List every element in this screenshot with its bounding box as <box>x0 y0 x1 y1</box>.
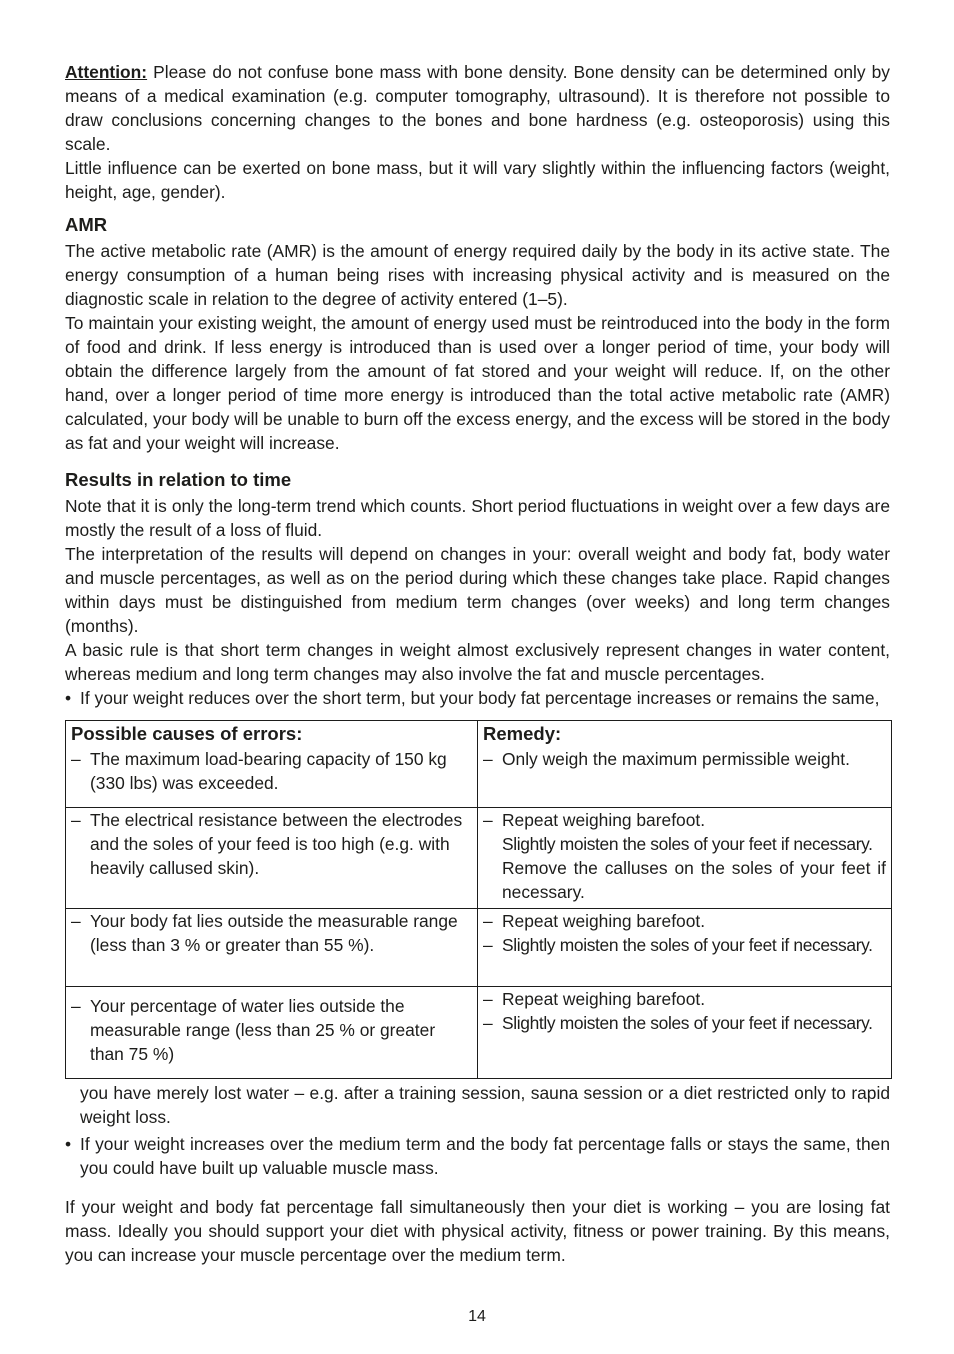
bullet-item-1 <box>65 686 890 710</box>
bullet-symbol: • <box>65 1134 72 1154</box>
table-row <box>66 808 892 909</box>
table-cell <box>478 909 892 987</box>
page-content <box>65 60 890 1267</box>
remedy-item <box>483 808 886 904</box>
table-cell <box>478 808 892 909</box>
dash-symbol: – <box>483 1013 493 1033</box>
table-row <box>66 909 892 987</box>
attention-text: Please do not confuse bone mass with bone density. Bone density can be determined only by means of a medical examination (e.g. computer tomography, ultrasound). It is therefore not possible to draw conclusions concerning changes to the bones and bone hardness (e.g. osteoporosis) using this scale. <box>65 62 890 154</box>
remedy-text <box>502 808 886 904</box>
attention-paragraph-2: Little influence can be exerted on bone mass, but it will vary slightly within the influencing factors (weight, height, age, gender). <box>65 158 890 202</box>
dash-symbol: – <box>483 810 493 830</box>
header-causes: Possible causes of errors: <box>71 723 303 744</box>
remedy-line: Repeat weighing barefoot. <box>502 810 706 830</box>
results-paragraph-2: The interpretation of the results will depend on changes in your: overall weight and body fat, body water and muscle percentages, as well as on the period during which these changes take place. Rapid changes within days must be distinguished from medium term changes (over weeks) and long term changes (months). <box>65 544 890 636</box>
cause-text: The maximum load-bearing capacity of 150 kg (330 lbs) was exceeded. <box>90 749 447 793</box>
cause-item <box>71 994 472 1066</box>
results-heading: Results in relation to time <box>65 469 292 490</box>
error-table <box>65 720 892 1079</box>
remedy-text: Repeat weighing barefoot. <box>502 989 706 1009</box>
remedy-line: Remove the calluses on the soles of your feet if necessary. <box>502 858 886 902</box>
attention-paragraph <box>65 60 890 156</box>
table-row <box>66 721 892 808</box>
remedy-line: Slightly moisten the soles of your feet if necessary. <box>502 834 873 854</box>
table-cell <box>478 721 892 808</box>
remedy-item <box>483 933 886 957</box>
dash-symbol: – <box>71 996 81 1016</box>
amr-heading: AMR <box>65 214 108 235</box>
final-paragraph: If your weight and body fat percentage fall simultaneously then your diet is working – you are losing fat mass. Ideally you should support your diet with physical activity, fitness or power training. By this means, you can increase your muscle percentage over the medium term. <box>65 1197 890 1265</box>
cause-text: Your body fat lies outside the measurable range (less than 3 % or greater than 55 %). <box>90 911 458 955</box>
bullet-item-1-continuation: you have merely lost water – e.g. after a training session, sauna session or a diet restricted only to rapid weight loss. <box>80 1083 890 1127</box>
results-paragraph-3: A basic rule is that short term changes in weight almost exclusively represent changes in water content, whereas medium and long term changes may also involve the fat and muscle percentages. <box>65 640 890 684</box>
table-cell <box>478 987 892 1079</box>
table-row <box>66 987 892 1079</box>
bullet-item-2-text: If your weight increases over the medium term and the body fat percentage falls or stays the same, then you could have built up valuable muscle mass. <box>80 1134 890 1178</box>
header-remedy: Remedy: <box>483 723 562 744</box>
dash-symbol: – <box>71 810 81 830</box>
remedy-item <box>483 1011 886 1035</box>
amr-paragraph-1: The active metabolic rate (AMR) is the amount of energy required daily by the body in its active state. The energy consumption of a human being rises with increasing physical activity and is measured on the diagnostic scale in relation to the degree of activity entered (1–5). <box>65 241 890 309</box>
dash-symbol: – <box>483 989 493 1009</box>
table-cell <box>66 909 478 987</box>
remedy-text: Repeat weighing barefoot. <box>502 911 706 931</box>
cause-text: Your percentage of water lies outside the measurable range (less than 25 % or greater than 75 %) <box>90 996 436 1064</box>
remedy-text: Slightly moisten the soles of your feet if necessary. <box>502 935 873 955</box>
bullet-symbol: • <box>65 688 72 708</box>
cause-item <box>71 909 472 957</box>
page-number: 14 <box>468 1308 486 1325</box>
cause-item <box>71 747 472 795</box>
dash-symbol: – <box>71 911 81 931</box>
dash-symbol: – <box>483 911 493 931</box>
table-cell <box>66 808 478 909</box>
remedy-text: Only weigh the maximum permissible weight. <box>502 749 850 769</box>
table-cell <box>66 987 478 1079</box>
remedy-item <box>483 747 886 771</box>
cause-item <box>71 808 472 880</box>
bullet-item-1-start: If your weight reduces over the short term, but your body fat percentage increases or remains the same, <box>80 688 880 708</box>
dash-symbol: – <box>483 935 493 955</box>
remedy-item <box>483 987 886 1011</box>
dash-symbol: – <box>483 749 493 769</box>
attention-label: Attention: <box>65 62 148 82</box>
bullet-item-2 <box>65 1132 890 1180</box>
remedy-text: Slightly moisten the soles of your feet if necessary. <box>502 1013 873 1033</box>
amr-paragraph-2: To maintain your existing weight, the amount of energy used must be reintroduced into the body in the form of food and drink. If less energy is introduced than is used over a longer period of time, your body will obtain the difference largely from the amount of fat stored and your weight will reduce. If, on the other hand, over a longer period of time more energy is introduced than the total active metabolic rate (AMR) calculated, your body will be unable to burn off the excess energy, and the excess will be stored in the body as fat and your weight will increase. <box>65 313 890 453</box>
table-cell <box>66 721 478 808</box>
cause-text: The electrical resistance between the electrodes and the soles of your feed is too high (e.g. with heavily callused skin). <box>90 810 463 878</box>
results-paragraph-1: Note that it is only the long-term trend which counts. Short period fluctuations in weight over a few days are mostly the result of a loss of fluid. <box>65 496 890 540</box>
dash-symbol: – <box>71 749 81 769</box>
remedy-item <box>483 909 886 933</box>
